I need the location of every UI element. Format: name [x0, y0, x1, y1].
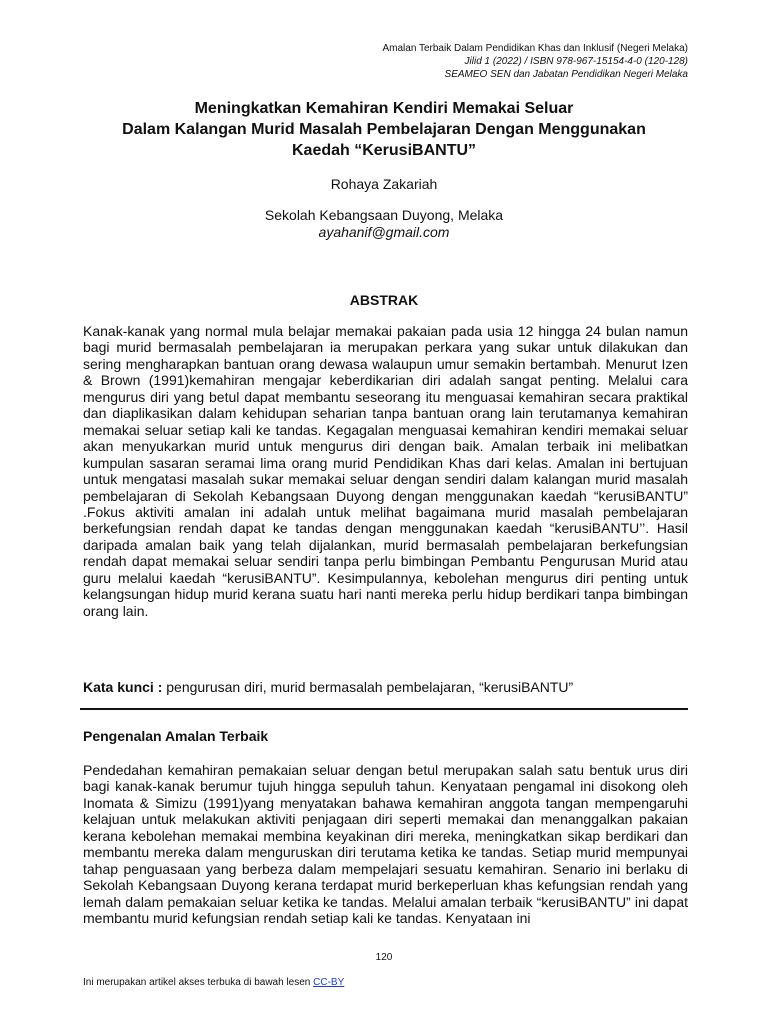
section-body: Pendedahan kemahiran pemakaian seluar dengan betul merupakan salah satu bentuk urus diri bagi kanak-kanak berumur tujuh hingga sepuluh tahun. Kenyataan pengamal ini disokong oleh Inomata & Simizu (1991)yang menyatakan bahawa kemahiran anggota tangan mempengaruhi kelajuan untuk melakukan aktiviti penjagaan diri seperti memakai dan menanggalkan pakaian kerana kebolehan memakai membina keyakinan diri mereka, meningkatkan sikap berdikari dan membantu mereka dalam menguruskan diri terutama ketika ke tandas. Setiap murid mempunyai tahap penguasaan yang berbeza dalam mempelajari sesuatu kemahiran. Senario ini berlaku di Sekolah Kebangsaan Duyong kerana terdapat murid berkeperluan khas kefungsian rendah yang lemah dalam pemakaian seluar ketika ke tandas. Melalui amalan terbaik “kerusiBANTU” ini dapat membantu murid kefungsian rendah setiap kali ke tandas. Kenyataan ini [83, 762, 688, 927]
author-affiliation [80, 207, 688, 241]
license-footer [83, 977, 344, 989]
title-line-2: Dalam Kalangan Murid Masalah Pembelajaran Dengan Menggunakan [122, 121, 646, 138]
author-name: Rohaya Zakariah [330, 176, 438, 192]
abstract-heading: ABSTRAK [349, 292, 419, 308]
keywords-label: Kata kunci : [83, 679, 163, 695]
abstract-body: Kanak-kanak yang normal mula belajar memakai pakaian pada usia 12 hingga 24 bulan namun bagi murid bermasalah pembelajaran ia merupakan perkara yang sukar untuk dilakukan dan sering mengharapkan bantuan orang dewasa walaupun umur semakin bertambah. Menurut Izen & Brown (1991)kemahiran mengajar keberdikarian diri adalah sangat penting. Melalui cara mengurus diri yang betul dapat membantu seseorang itu menguasai kemahiran secara praktikal dan diaplikasikan dalam kehidupan seharian tanpa bantuan orang lain terutamanya kemahiran memakai seluar setiap kali ke tandas. Kegagalan menguasai kemahiran kendiri memakai seluar akan menyukarkan murid untuk mengurus diri dengan baik. Amalan terbaik ini melibatkan kumpulan sasaran seramai lima orang murid Pendidikan Khas dari kelas. Amalan ini bertujuan untuk mengatasi masalah sukar memakai seluar dengan sendiri dalam kalangan murid masalah pembelajaran di Sekolah Kebangsaan Duyong dengan menggunakan kaedah “kerusiBANTU” .Fokus aktiviti amalan ini adalah untuk melihat bagaimana murid masalah pembelajaran berkefungsian rendah dapat ke tandas dengan menggunakan kaedah “kerusiBANTU’’. Hasil daripada amalan baik yang telah dijalankan, murid bermasalah pembelajaran berkefungsian rendah dapat memakai seluar sendiri tanpa perlu bimbingan Pembantu Pengurusan Murid atau guru melalui kaedah “kerusiBANTU”. Kesimpulannya, kebolehan mengurus diri penting untuk kelangsungan hidup murid kerana suatu hari nanti mereka perlu hidup berdikari tanpa bimbingan orang lain. [83, 323, 688, 619]
paper-title [80, 98, 688, 161]
section-divider [80, 708, 688, 710]
running-header [382, 42, 688, 81]
keywords [83, 679, 688, 696]
header-publication-title: Amalan Terbaik Dalam Pendidikan Khas dan Inklusif (Negeri Melaka) [382, 43, 688, 54]
header-publisher: SEAMEO SEN dan Jabatan Pendidikan Negeri Melaka [444, 69, 688, 80]
keywords-text: pengurusan diri, murid bermasalah pembelajaran, “kerusiBANTU” [162, 679, 574, 695]
section-heading: Pengenalan Amalan Terbaik [83, 728, 269, 744]
title-line-3: Kaedah “KerusiBANTU” [291, 142, 477, 159]
author-email: ayahanif@gmail.com [318, 224, 450, 240]
page-number: 120 [375, 952, 393, 963]
affiliation-school: Sekolah Kebangsaan Duyong, Melaka [264, 207, 504, 223]
title-line-1: Meningkatkan Kemahiran Kendiri Memakai Seluar [194, 100, 574, 117]
license-text: Ini merupakan artikel akses terbuka di bawah lesen [83, 977, 314, 988]
header-volume-isbn: Jilid 1 (2022) / ISBN 978-967-15154-4-0 (120-128) [464, 56, 688, 67]
license-link[interactable]: CC-BY [313, 977, 345, 988]
